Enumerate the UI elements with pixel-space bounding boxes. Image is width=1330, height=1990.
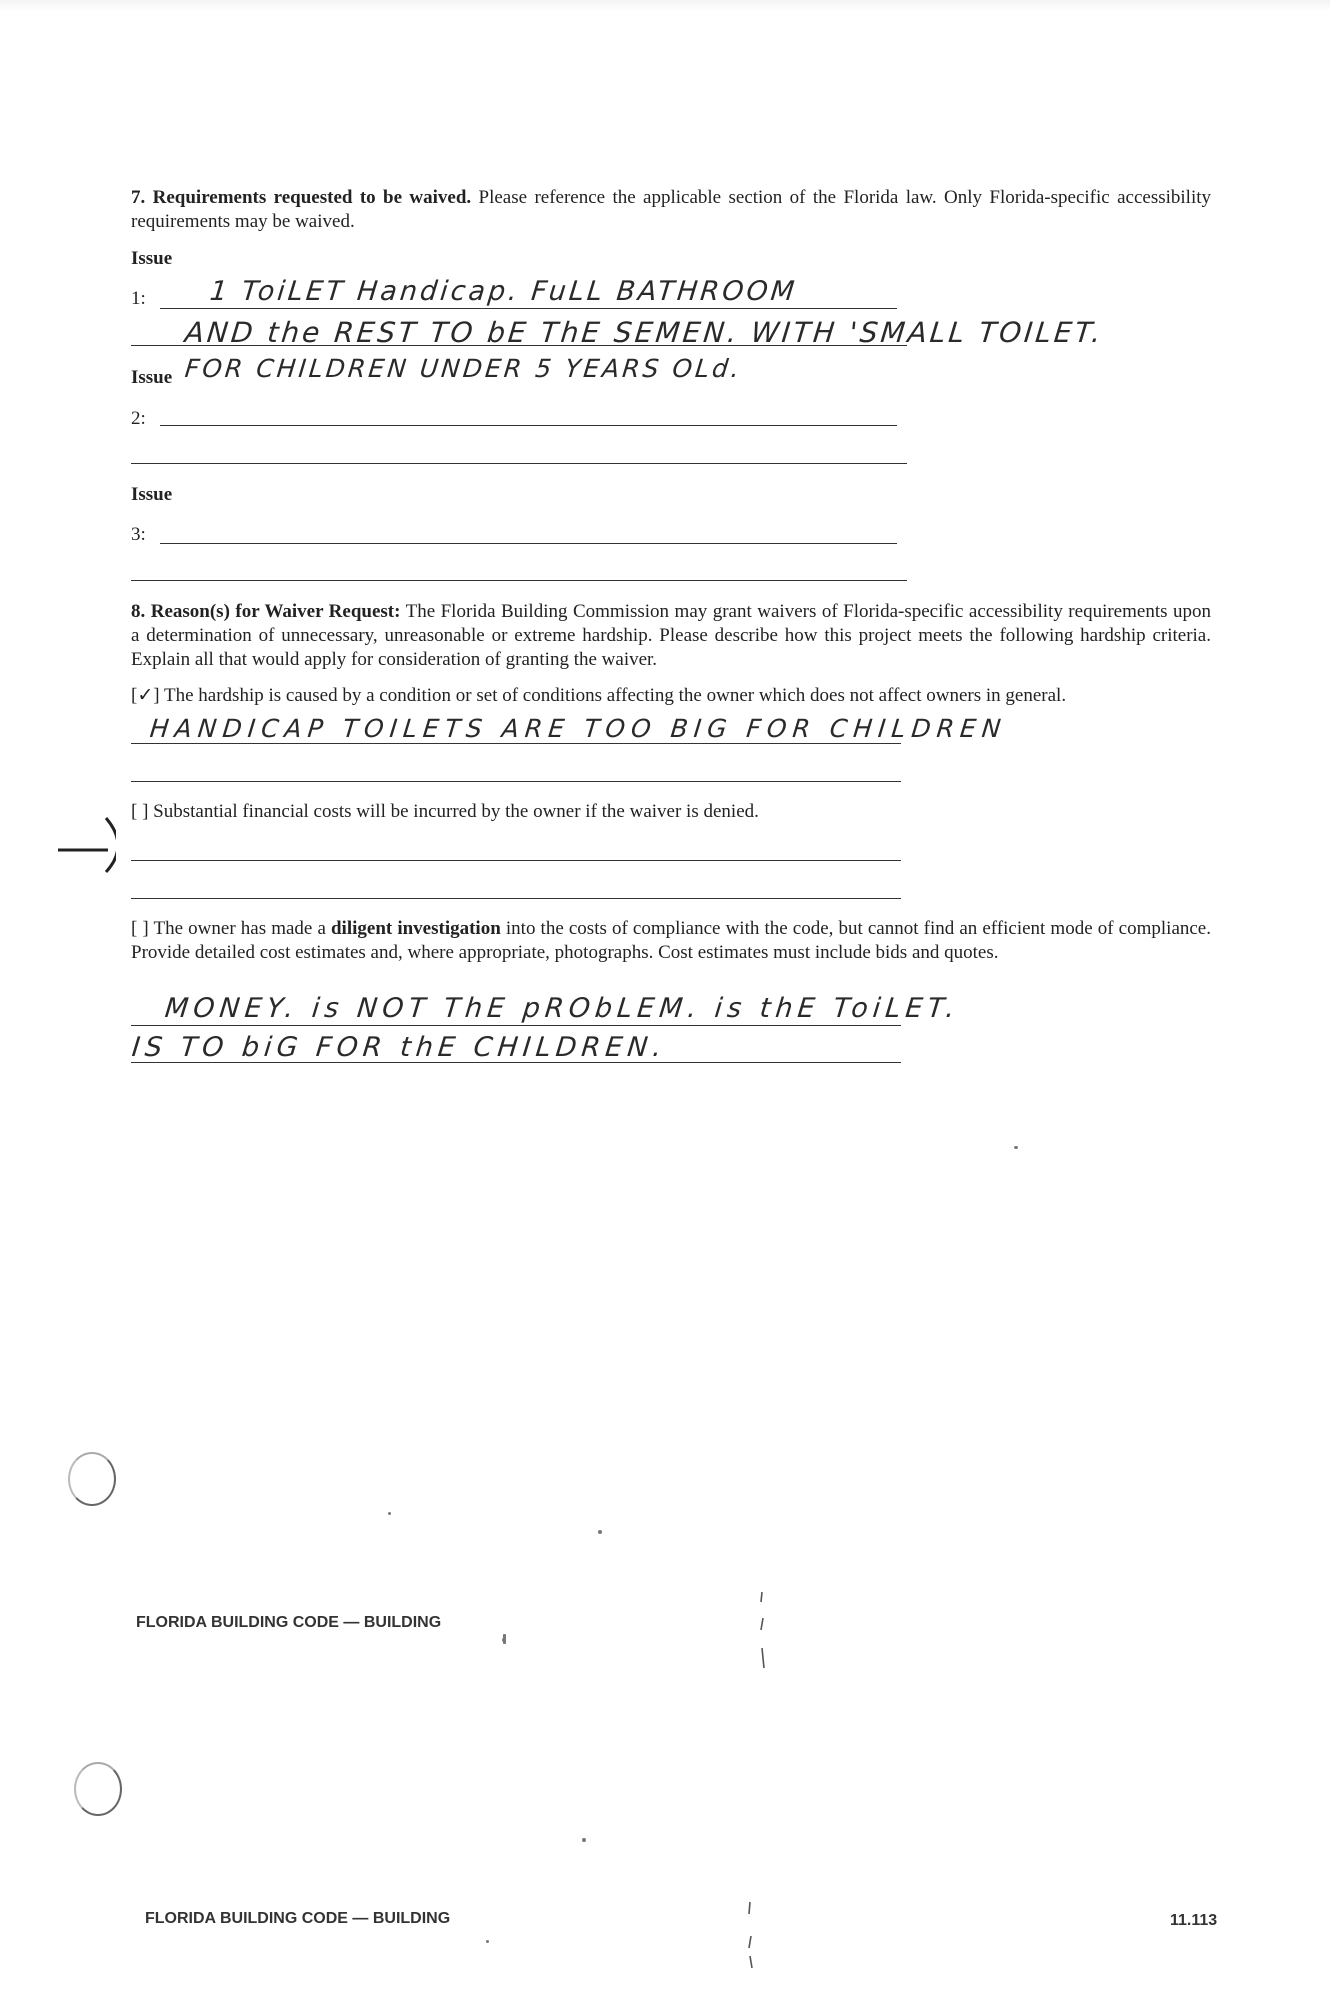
issue2-line1 — [160, 425, 897, 426]
issue3-line2 — [131, 580, 907, 581]
issue3-label: Issue — [131, 484, 173, 505]
criterion1-handwriting: HANDICAP TOILETS ARE TOO BIG FOR CHILDREN — [148, 714, 1009, 743]
issue2-label: Issue — [131, 367, 173, 388]
criterion3-checkbox[interactable]: [ ] — [131, 918, 149, 939]
section7-text: Please reference the applicable section of the Florida law. Only Florida-specific accessibility requirements may be waived. — [131, 187, 1211, 232]
section8-heading: 8. Reason(s) for Waiver Request: — [131, 601, 401, 622]
binder-hole-top — [68, 1452, 116, 1506]
criterion3-line1 — [131, 1025, 901, 1026]
criterion2-line2 — [131, 898, 901, 899]
criterion1-checkbox[interactable]: [✓] — [131, 685, 160, 706]
speck — [388, 1512, 391, 1515]
speck — [486, 1940, 489, 1943]
issue2-number: 2: — [131, 408, 146, 429]
issue3-line1 — [160, 543, 897, 544]
criterion3-text-before: The owner has made a — [153, 918, 326, 939]
criterion3-bold: diligent investigation — [330, 918, 501, 939]
page-number: 11.113 — [1170, 1912, 1218, 1929]
scan-edge — [0, 0, 1330, 12]
issue1-label: Issue — [131, 248, 173, 269]
criterion2-line1 — [131, 860, 901, 861]
issue3-number: 3: — [131, 524, 146, 545]
issue1-line1 — [160, 308, 897, 309]
scan-artifact — [752, 1590, 772, 1670]
issue1-handwriting-line1: 1 ToiLET Handicap. FuLL BATHROOM — [208, 276, 799, 307]
speck — [582, 1838, 586, 1842]
issue1-number: 1: — [131, 288, 146, 309]
criterion1-line1 — [131, 743, 901, 744]
criterion1-text: The hardship is caused by a condition or set of conditions affecting the owner which does not affect owners in general. — [164, 685, 1067, 706]
criterion2-text: Substantial financial costs will be incurred by the owner if the waiver is denied. — [153, 801, 759, 822]
footer-code-title-bottom: FLORIDA BUILDING CODE — BUILDING — [145, 1910, 451, 1927]
issue2-line2 — [131, 463, 907, 464]
criterion1 — [131, 684, 1211, 708]
margin-mark — [56, 806, 116, 876]
criterion2-checkbox[interactable]: [ ] — [131, 801, 149, 822]
binder-hole-bottom — [74, 1762, 122, 1816]
criterion3-handwriting-line2: IS TO biG FOR thE CHILDREN. — [130, 1032, 668, 1063]
section7-paragraph — [131, 186, 1211, 234]
speck — [1014, 1146, 1018, 1149]
section7-heading: 7. Requirements requested to be waived. — [131, 187, 472, 208]
issue1-handwriting-line3: FOR CHILDREN UNDER 5 YEARS OLd. — [183, 354, 744, 383]
section8-paragraph — [131, 600, 1211, 672]
footer-code-title: FLORIDA BUILDING CODE — BUILDING — [136, 1614, 442, 1631]
criterion3 — [131, 917, 1211, 965]
speck — [503, 1634, 506, 1644]
criterion3-text-after: into the costs of compliance with the code, but cannot find an efficient mode of compliance. Provide detailed cost estimates and, where appropriate, photographs. Cost estimates must include bids and quotes. — [131, 918, 1211, 963]
scan-artifact — [740, 1900, 760, 1970]
criterion3-handwriting-line1: MONEY. is NOT ThE pRObLEM. is thE ToiLET. — [163, 993, 962, 1024]
section8-text: The Florida Building Commission may grant waivers of Florida-specific accessibility requirements upon a determination of unnecessary, unreasonable or extreme hardship. Please describe how this project meets the following hardship criteria. Explain all that would apply for consideration of granting the waiver. — [131, 601, 1211, 670]
issue1-handwriting-line2: AND the REST TO bE ThE SEMEN. WITH 'SMALL TOILET. — [183, 316, 1106, 349]
criterion3-line2 — [131, 1062, 901, 1063]
criterion2 — [131, 800, 1211, 824]
criterion1-line2 — [131, 781, 901, 782]
speck — [598, 1530, 602, 1534]
